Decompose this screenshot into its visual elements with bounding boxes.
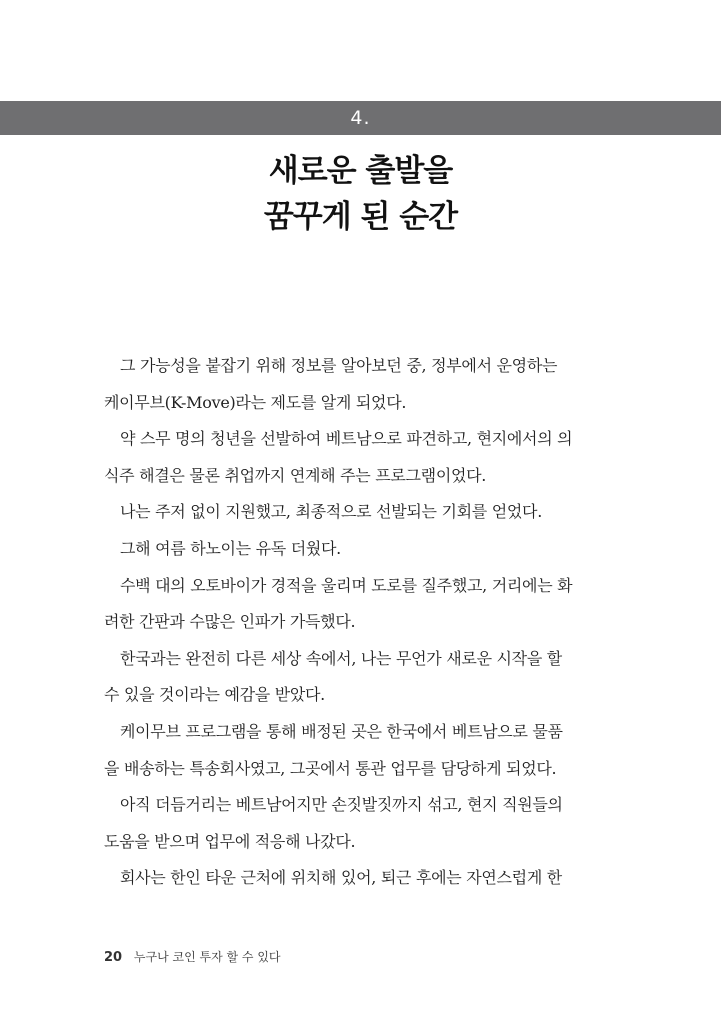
body-text — [104, 348, 600, 897]
page-number: 20 — [104, 950, 123, 965]
chapter-title-line: 꿈꾸게 된 순간 — [263, 199, 458, 235]
chapter-number-bar — [0, 101, 721, 135]
body-line: 아직 더듬거리는 베트남어지만 손짓발짓까지 섞고, 현지 직원들의 — [120, 795, 563, 815]
body-line: 한국과는 완전히 다른 세상 속에서, 나는 무언가 새로운 시작을 할 — [120, 648, 562, 668]
body-line: 케이무브(K-Move)라는 제도를 알게 되었다. — [104, 392, 407, 412]
chapter-title-line: 새로운 출발을 — [268, 153, 453, 189]
body-line: 수백 대의 오토바이가 경적을 울리며 도로를 질주했고, 거리에는 화 — [120, 575, 573, 595]
body-line: 려한 간판과 수많은 인파가 가득했다. — [104, 612, 356, 632]
body-line: 그 가능성을 붙잡기 위해 정보를 알아보던 중, 정부에서 운영하는 — [120, 356, 558, 375]
page-footer — [104, 948, 281, 965]
body-line: 수 있을 것이라는 예감을 받았다. — [104, 685, 325, 705]
chapter-title — [0, 148, 721, 240]
body-line: 케이무브 프로그램을 통해 배정된 곳은 한국에서 베트남으로 물품 — [120, 721, 563, 741]
body-line: 식주 해결은 물론 취업까지 연계해 주는 프로그램이었다. — [104, 465, 487, 485]
body-line: 을 배송하는 특송회사였고, 그곳에서 통관 업무를 담당하게 되었다. — [104, 758, 557, 778]
body-line: 약 스무 명의 청년을 선발하여 베트남으로 파견하고, 현지에서의 의 — [120, 429, 573, 449]
book-title: 누구나 코인 투자 할 수 있다 — [133, 950, 281, 964]
body-line: 회사는 한인 타운 근처에 위치해 있어, 퇴근 후에는 자연스럽게 한 — [120, 868, 562, 888]
chapter-number: 4. — [350, 107, 371, 129]
body-line: 나는 주저 없이 지원했고, 최종적으로 선발되는 기회를 얻었다. — [120, 502, 542, 522]
body-line: 도움을 받으며 업무에 적응해 나갔다. — [104, 831, 356, 851]
body-line: 그해 여름 하노이는 유독 더웠다. — [120, 538, 341, 558]
